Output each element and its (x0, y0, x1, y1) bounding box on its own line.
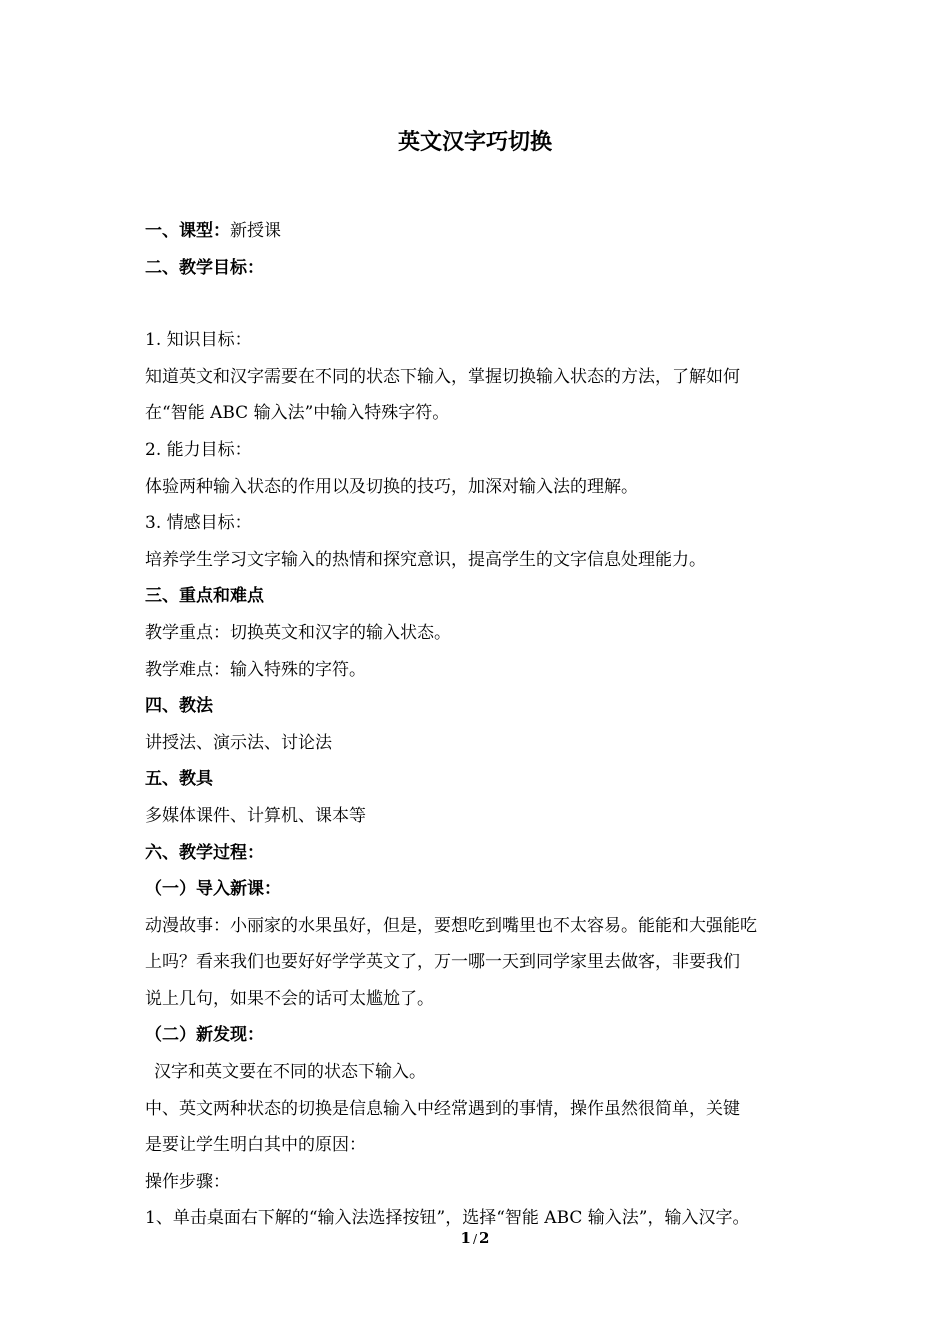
introduction-text-1: 动漫故事：小丽家的水果虽好，但是，要想吃到嘴里也不太容易。能能和大强能吃 (145, 915, 757, 936)
steps-title: 操作步骤： (145, 1171, 230, 1192)
step-1-text: 1、单击桌面右下解的“输入法选择按钮”，选择“智能 ABC 输入法”，输入汉字。 (145, 1208, 750, 1229)
section-heading-methods: 四、教法 (145, 696, 213, 717)
discovery-text-2: 中、英文两种状态的切换是信息输入中经常遇到的事情，操作虽然很简单，关键 (145, 1098, 740, 1119)
tools-text: 多媒体课件、计算机、课本等 (145, 805, 366, 826)
section-heading-key-points: 三、重点和难点 (145, 586, 264, 607)
total-pages: 2 (479, 1229, 490, 1247)
key-point-text: 教学重点：切换英文和汉字的输入状态。 (145, 622, 451, 643)
section-heading-lesson-type: 一、课型： (145, 221, 230, 241)
section-heading-process: 六、教学过程： (145, 842, 264, 863)
goal-knowledge-text-2: 在“智能 ABC 输入法”中输入特殊字符。 (145, 403, 450, 424)
methods-text: 讲授法、演示法、讨论法 (145, 732, 332, 753)
discovery-text-3: 是要让学生明白其中的原因： (145, 1135, 366, 1156)
lesson-type-value: 新授课 (230, 221, 281, 241)
discovery-text-1: 汉字和英文要在不同的状态下输入。 (154, 1062, 426, 1083)
difficult-point-text: 教学难点：输入特殊的字符。 (145, 659, 366, 680)
goal-knowledge-text-1: 知道英文和汉字需要在不同的状态下输入，掌握切换输入状态的方法，了解如何 (145, 366, 740, 387)
page-separator: / (472, 1232, 478, 1246)
introduction-text-3: 说上几句，如果不会的话可太尴尬了。 (145, 988, 434, 1009)
current-page: 1 (460, 1229, 471, 1247)
section-heading-tools: 五、教具 (145, 769, 213, 790)
introduction-text-2: 上吗？看来我们也要好好学学英文了，万一哪一天到同学家里去做客，非要我们 (145, 952, 740, 973)
subheading-introduction: （一）导入新课： (145, 879, 281, 900)
goal-knowledge-title: 1. 知识目标： (145, 330, 252, 351)
document-body (145, 213, 810, 1237)
goal-emotion-title: 3. 情感目标： (145, 513, 252, 534)
page-title: 英文汉字巧切换 (397, 129, 552, 155)
goal-ability-text: 体验两种输入状态的作用以及切换的技巧，加深对输入法的理解。 (145, 476, 638, 497)
subheading-new-discovery: （二）新发现： (145, 1025, 264, 1046)
lesson-type-line (145, 213, 810, 250)
page-number (0, 1228, 950, 1249)
section-heading-teaching-goals: 二、教学目标： (145, 257, 264, 278)
goal-ability-title: 2. 能力目标： (145, 439, 252, 460)
goal-emotion-text: 培养学生学习文字输入的热情和探究意识，提高学生的文字信息处理能力。 (145, 549, 706, 570)
